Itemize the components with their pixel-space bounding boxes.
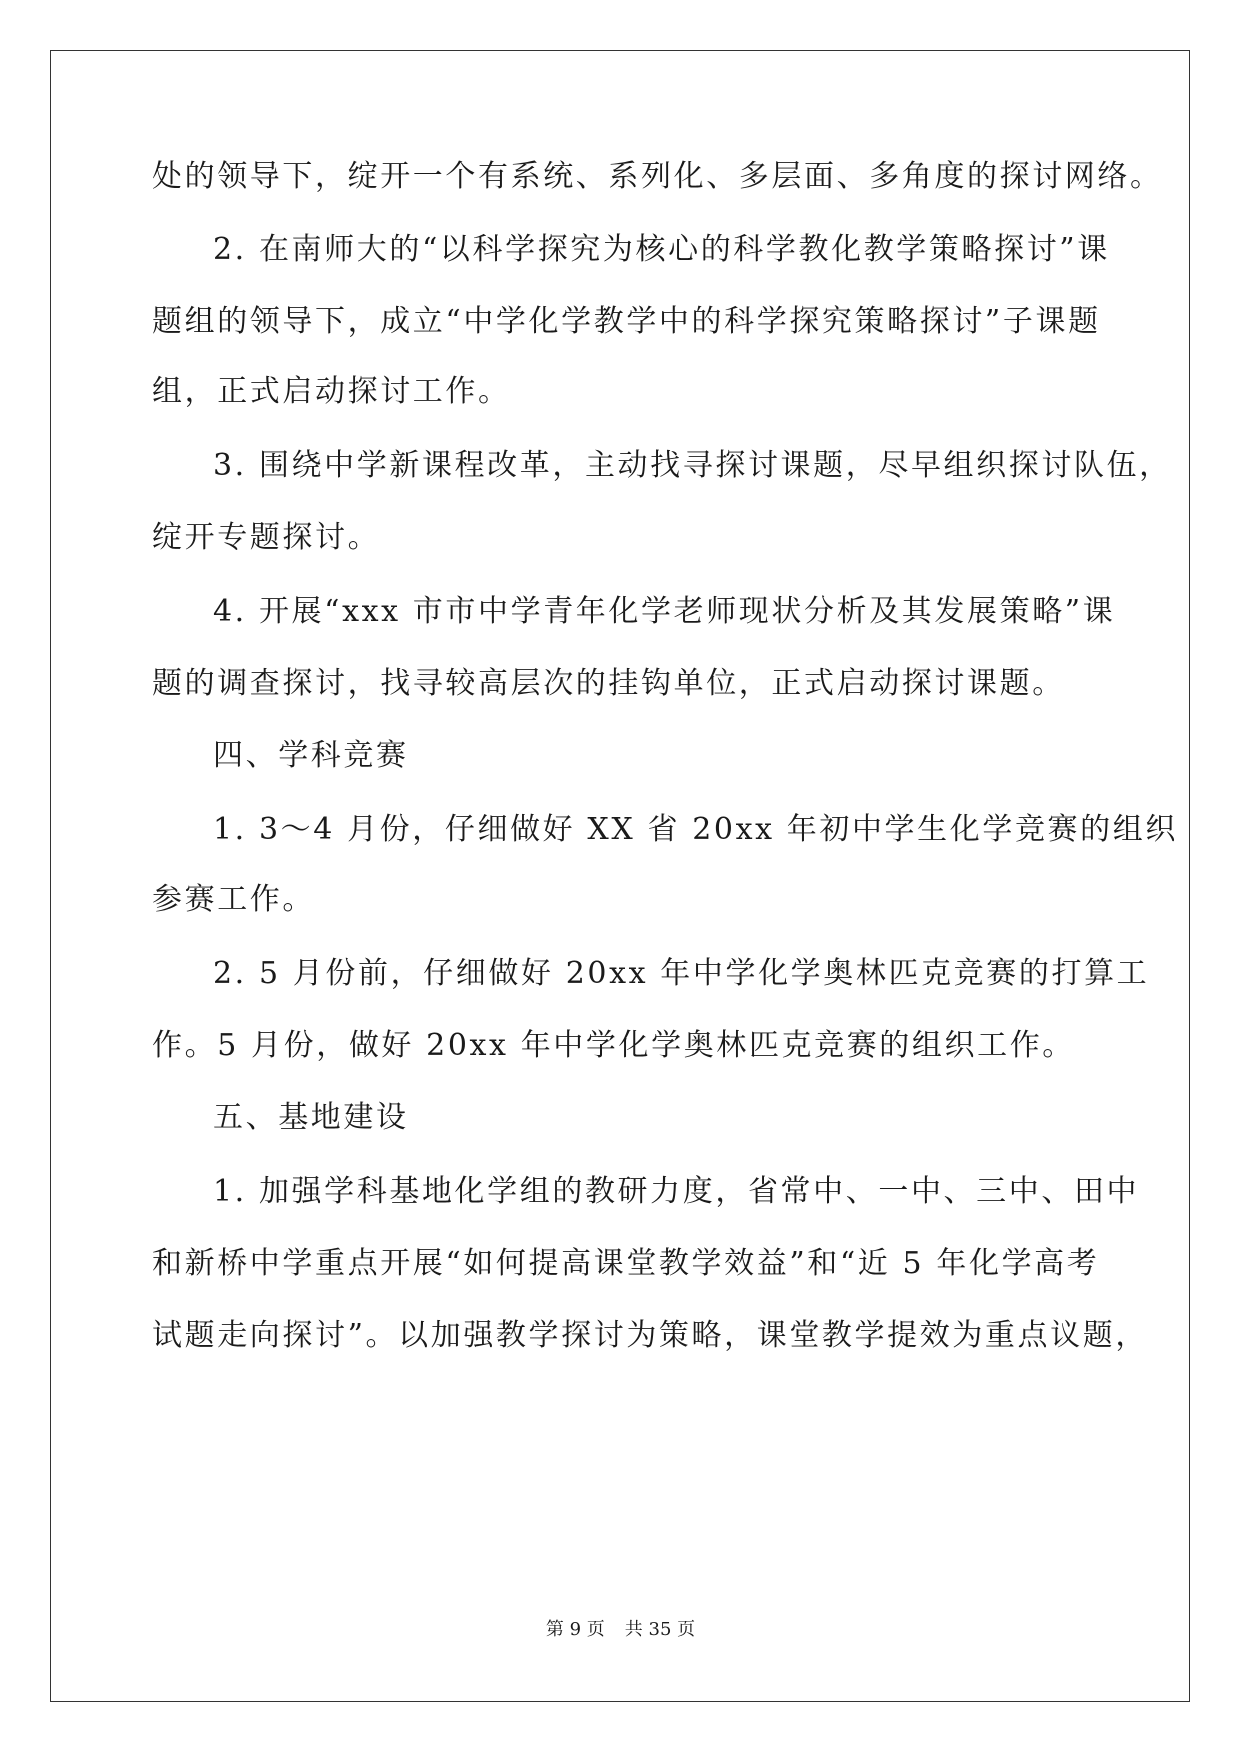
paragraph-line: 绽开专题探讨。 <box>152 520 381 555</box>
paragraph-line: 题的调查探讨，找寻较高层次的挂钩单位，正式启动探讨课题。 <box>152 666 1065 701</box>
page-number: 第 9 页 <box>545 1619 605 1640</box>
paragraph-line: 处的领导下，绽开一个有系统、系列化、多层面、多角度的探讨网络。 <box>152 159 1163 194</box>
paragraph-line: 2. 在南师大的“以科学探究为核心的科学教化教学策略探讨”课 <box>213 232 1110 267</box>
paragraph-line: 2. 5 月份前，仔细做好 20xx 年中学化学奥林匹克竞赛的打算工 <box>213 956 1150 991</box>
section-heading: 四、学科竞赛 <box>213 738 409 773</box>
paragraph-line: 1. 3～4 月份，仔细做好 XX 省 20xx 年初中学生化学竞赛的组织 <box>213 812 1178 847</box>
page-total: 共 35 页 <box>624 1619 696 1640</box>
section-heading: 五、基地建设 <box>213 1100 409 1135</box>
paragraph-line: 1. 加强学科基地化学组的教研力度，省常中、一中、三中、田中 <box>213 1174 1140 1209</box>
page-border <box>50 50 1190 1702</box>
page-footer <box>0 1618 1241 1642</box>
paragraph-line: 3. 围绕中学新课程改革，主动找寻探讨课题，尽早组织探讨队伍， <box>213 448 1172 483</box>
paragraph-line: 参赛工作。 <box>152 882 315 917</box>
paragraph-line: 作。5 月份，做好 20xx 年中学化学奥林匹克竞赛的组织工作。 <box>152 1028 1075 1063</box>
paragraph-line: 组，正式启动探讨工作。 <box>152 374 511 409</box>
paragraph-line: 4. 开展“xxx 市市中学青年化学老师现状分析及其发展策略”课 <box>213 594 1116 629</box>
paragraph-line: 试题走向探讨”。以加强教学探讨为策略，课堂教学提效为重点议题， <box>152 1318 1148 1353</box>
paragraph-line: 和新桥中学重点开展“如何提高课堂教学效益”和“近 5 年化学高考 <box>152 1246 1100 1281</box>
paragraph-line: 题组的领导下，成立“中学化学教学中的科学探究策略探讨”子课题 <box>152 304 1101 339</box>
